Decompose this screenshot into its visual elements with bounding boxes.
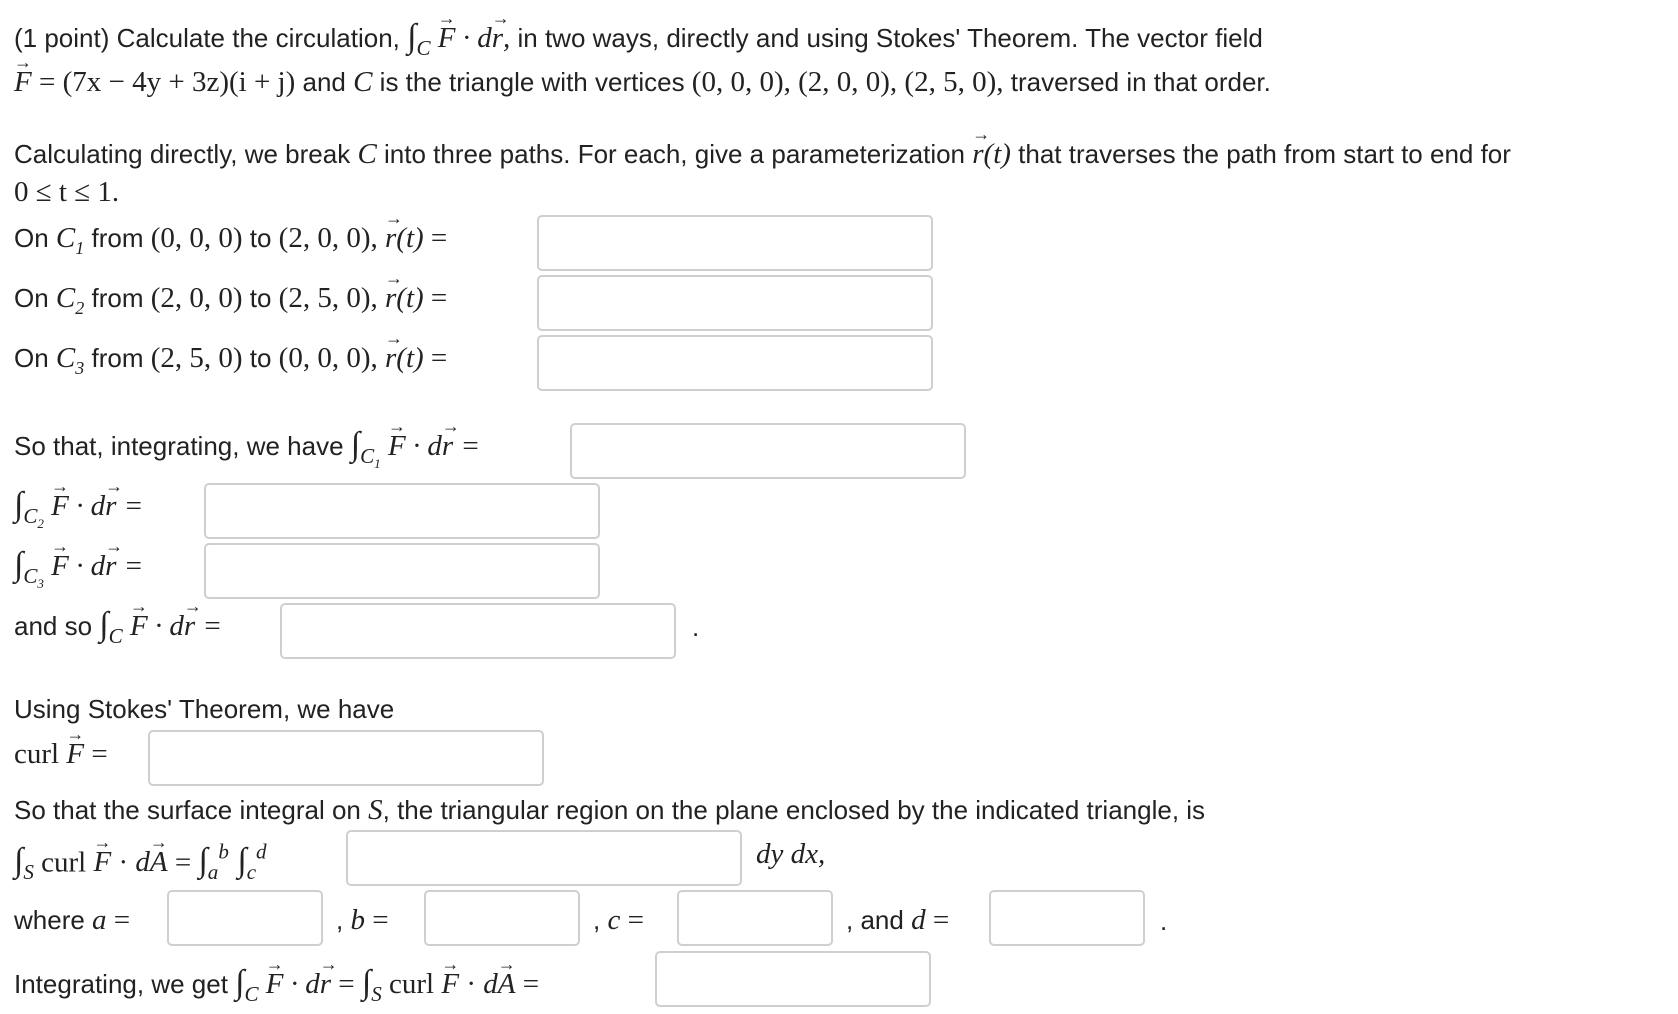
where-a-label: where a =: [14, 904, 131, 936]
dydx-label: dy dx,: [756, 838, 826, 870]
t-range: 0 ≤ t ≤ 1.: [14, 176, 120, 208]
integral-total-label: and so $\int_C \to F \cdot d\to r$ =: [14, 606, 222, 649]
final-label: Integrating, we get $\int_C \to F \cdot d\to r = \int_S$ curl → F · d→ A =: [14, 964, 539, 1007]
integral-c2-label: $\int_{C_2} \to F \cdot d\to r$ =: [14, 486, 143, 532]
stokes-heading: Using Stokes' Theorem, we have: [14, 694, 395, 724]
intro-text-b: in two ways, directly and using Stokes' Theorem. The vector field: [510, 23, 1263, 53]
integral-symbol: $\int_C$: [407, 18, 431, 60]
integral-c3-label: $\int_{C_3} \to F \cdot d\to r$ =: [14, 546, 143, 592]
period: .: [692, 612, 700, 642]
integral-total-input[interactable]: [280, 603, 676, 659]
d-input[interactable]: [989, 890, 1145, 946]
d-label: , and d =: [846, 904, 950, 936]
surface-text: So that the surface integral on S, the triangular region on the plane enclosed by the indicated triangle, is: [14, 794, 1206, 826]
intro-text-a: Calculate the circulation,: [109, 23, 408, 53]
integral-c1-input[interactable]: [570, 423, 966, 479]
r-c1-input[interactable]: [537, 215, 933, 271]
field-formula: (7x − 4y + 3z)(i + j): [62, 66, 296, 98]
r-c2-input[interactable]: [537, 275, 933, 331]
final-input[interactable]: [655, 951, 931, 1007]
c-input[interactable]: [677, 890, 833, 946]
integral-c2-input[interactable]: [204, 483, 600, 539]
path-c3-label: On $C_3$ from (2, 5, 0) to (0, 0, 0), → r(t) =: [14, 342, 447, 379]
integral-c1-label: So that, integrating, we have $\int_{C_1} \to F \cdot d\to r$ =: [14, 426, 480, 472]
points-label: (1 point): [14, 23, 110, 53]
curl-label: curl → F =: [14, 738, 108, 771]
intro-line-2: → F = (7x − 4y + 3z)(i + j) and C is the triangle with vertices (0, 0, 0), (2, 0, 0), (2, 5, 0), traversed in that order.: [14, 66, 1271, 99]
b-label: , b =: [336, 904, 389, 936]
a-input[interactable]: [167, 890, 323, 946]
path-c1-label: On $C_1$ from (0, 0, 0) to (2, 0, 0), → r(t) =: [14, 222, 447, 259]
period-2: .: [1160, 906, 1168, 936]
r-c3-input[interactable]: [537, 335, 933, 391]
c-label: , c =: [593, 904, 644, 936]
integrand-input[interactable]: [346, 830, 742, 886]
intro-line-1: (1 point) Calculate the circulation, $\int_C \to F \cdot d\to r$, in two ways, directly and using Stokes' Theorem. The vector field: [14, 18, 1263, 61]
surface-integral-label: $\int_S$ curl → $F \cdot d\to A = \int_a^b$ $\int_c^d$: [14, 840, 267, 885]
direct-intro: Calculating directly, we break C into three paths. For each, give a parameterization → r(t) that traverses the path from start to end for: [14, 138, 1511, 171]
integral-c3-input[interactable]: [204, 543, 600, 599]
curl-input[interactable]: [148, 730, 544, 786]
path-c2-label: On $C_2$ from (2, 0, 0) to (2, 5, 0), → r(t) =: [14, 282, 447, 319]
vertices: (0, 0, 0), (2, 0, 0), (2, 5, 0),: [691, 66, 1004, 98]
b-input[interactable]: [424, 890, 580, 946]
